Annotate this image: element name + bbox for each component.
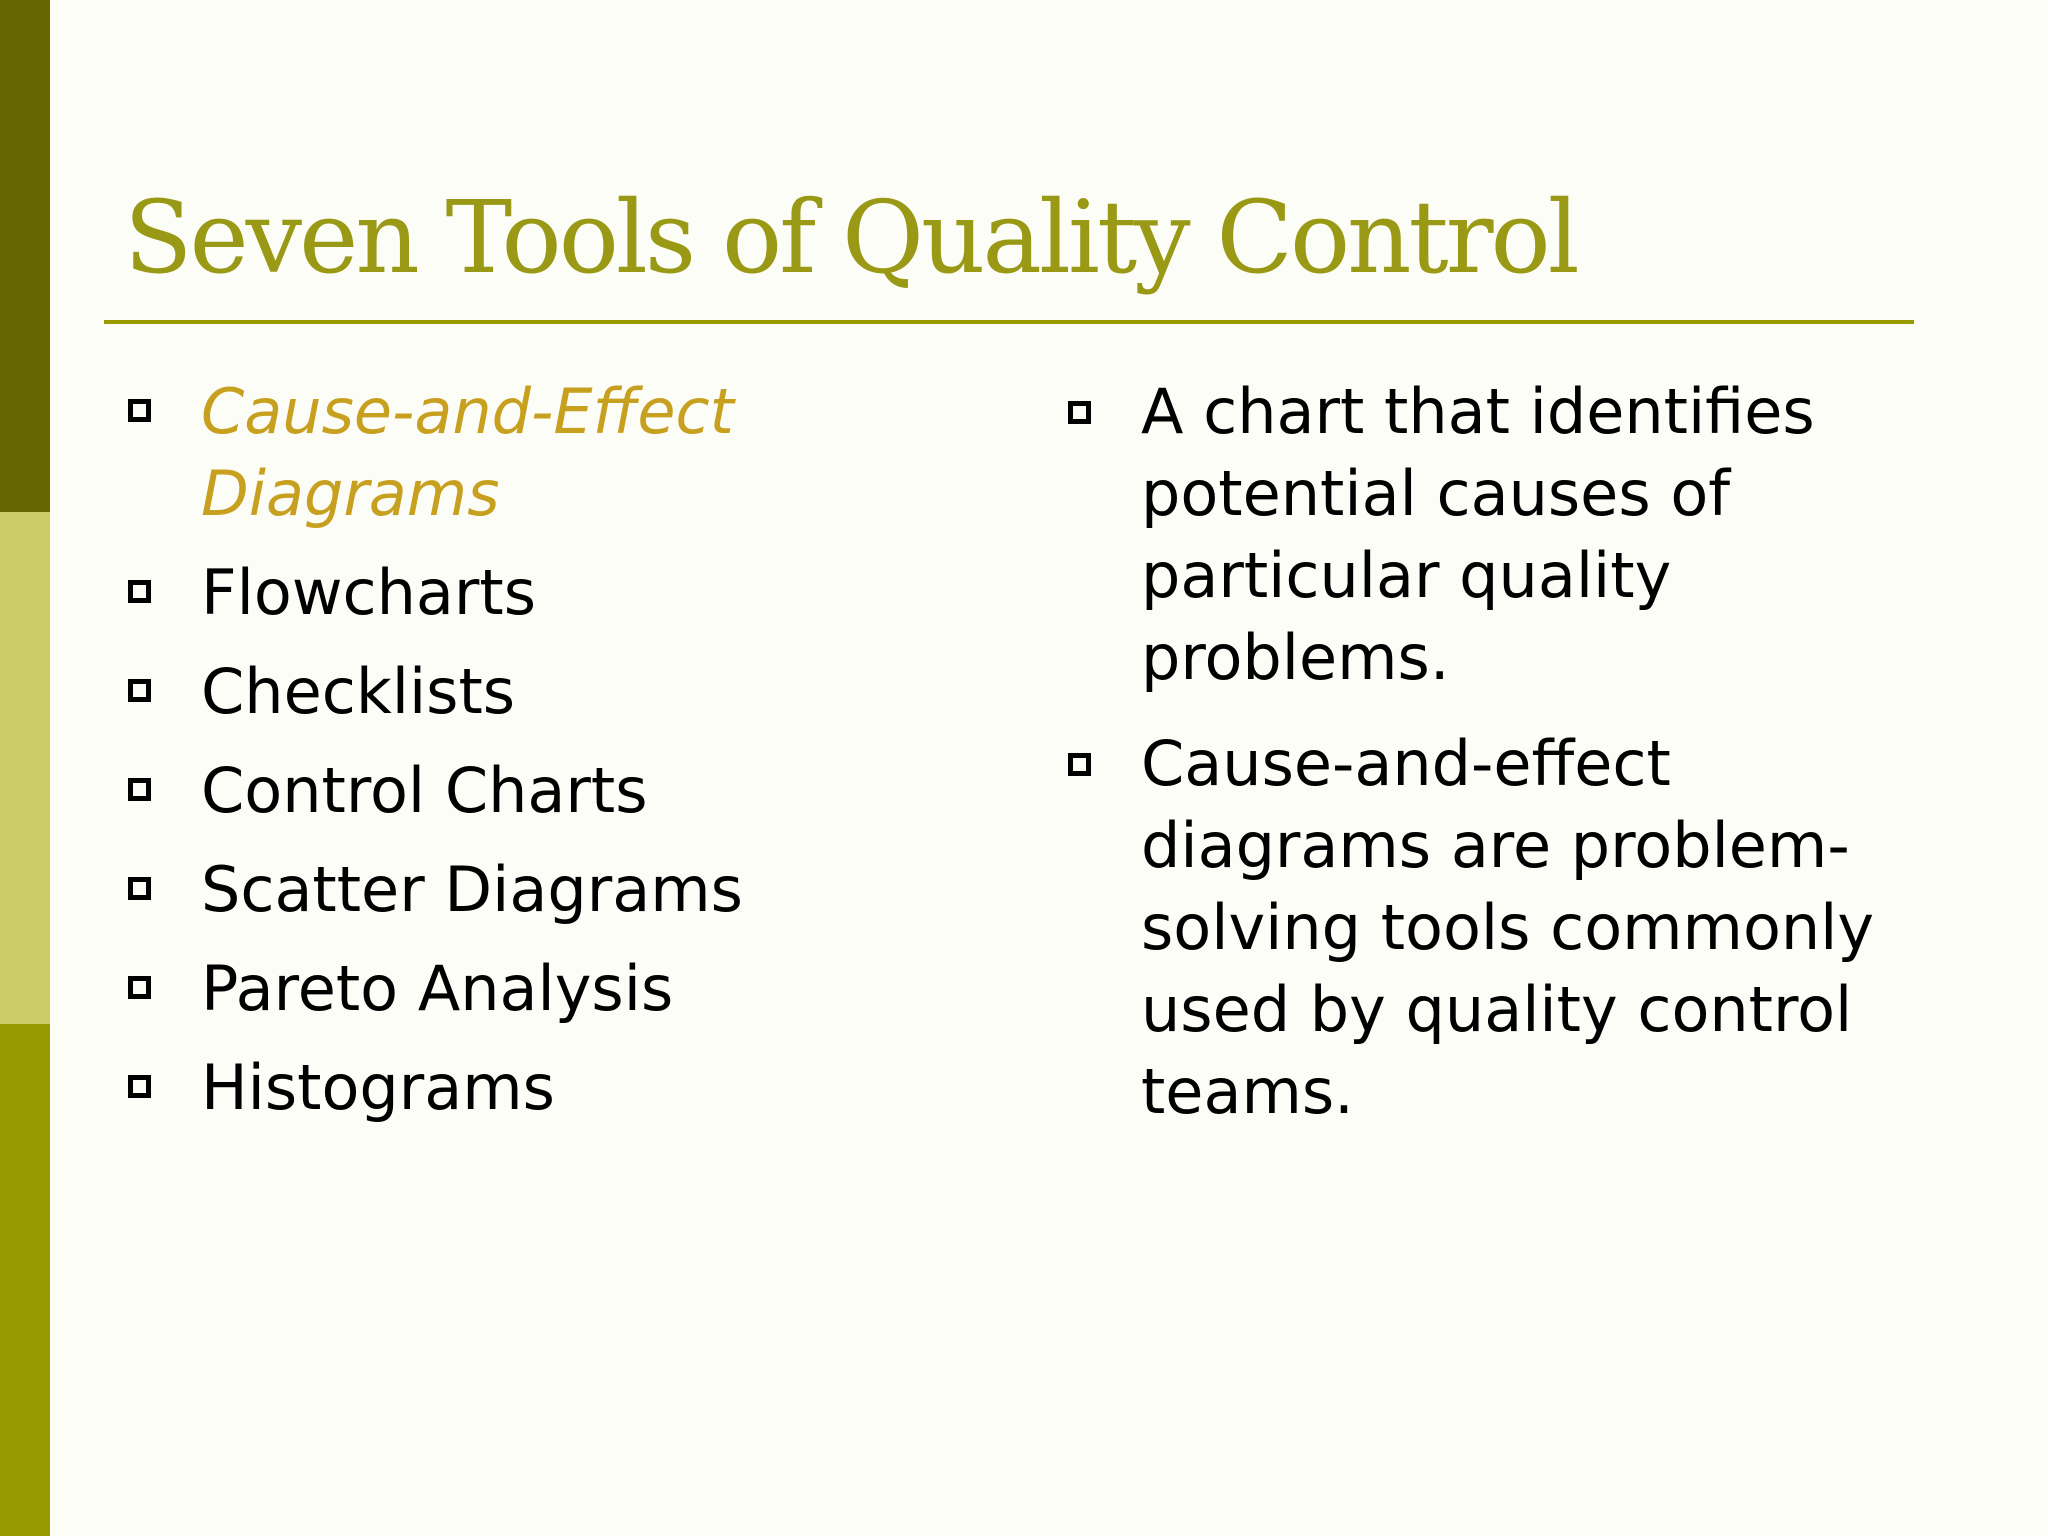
- list-item: [128, 750, 948, 832]
- slide-title: Seven Tools of Quality Control: [124, 179, 1577, 296]
- list-item: [128, 371, 948, 535]
- list-item-label: Scatter Diagrams: [201, 853, 743, 926]
- hollow-square-icon: [128, 976, 151, 999]
- side-bar-segment-middle: [0, 512, 50, 1024]
- description-text: A chart that identifies potential causes of particular quality problems.: [1141, 375, 1815, 694]
- list-item-label: Cause-and-Effect Diagrams: [201, 375, 734, 530]
- list-item: [128, 552, 948, 634]
- side-bar-segment-bottom: [0, 1024, 50, 1536]
- list-item: [128, 1047, 948, 1129]
- list-item: [1068, 371, 1928, 699]
- hollow-square-icon: [128, 580, 151, 603]
- hollow-square-icon: [128, 877, 151, 900]
- hollow-square-icon: [1068, 401, 1091, 424]
- hollow-square-icon: [128, 679, 151, 702]
- description-text: Cause-and-effect diagrams are problem-solving tools commonly used by quality control teams.: [1141, 727, 1875, 1128]
- list-item: [128, 651, 948, 733]
- side-bar-segment-top: [0, 0, 50, 512]
- side-accent-bar: [0, 0, 50, 1536]
- description-list: [1068, 371, 1928, 1157]
- list-item-label: Control Charts: [201, 754, 648, 827]
- list-item-label: Histograms: [201, 1051, 555, 1124]
- hollow-square-icon: [128, 778, 151, 801]
- list-item: [1068, 723, 1928, 1133]
- list-item-label: Flowcharts: [201, 556, 537, 629]
- list-item: [128, 948, 948, 1030]
- list-item: [128, 849, 948, 931]
- list-item-label: Checklists: [201, 655, 516, 728]
- hollow-square-icon: [1068, 753, 1091, 776]
- tools-list: [128, 371, 948, 1146]
- list-item-label: Pareto Analysis: [201, 952, 674, 1025]
- title-underline: [104, 320, 1914, 324]
- hollow-square-icon: [128, 1075, 151, 1098]
- hollow-square-icon: [128, 399, 151, 422]
